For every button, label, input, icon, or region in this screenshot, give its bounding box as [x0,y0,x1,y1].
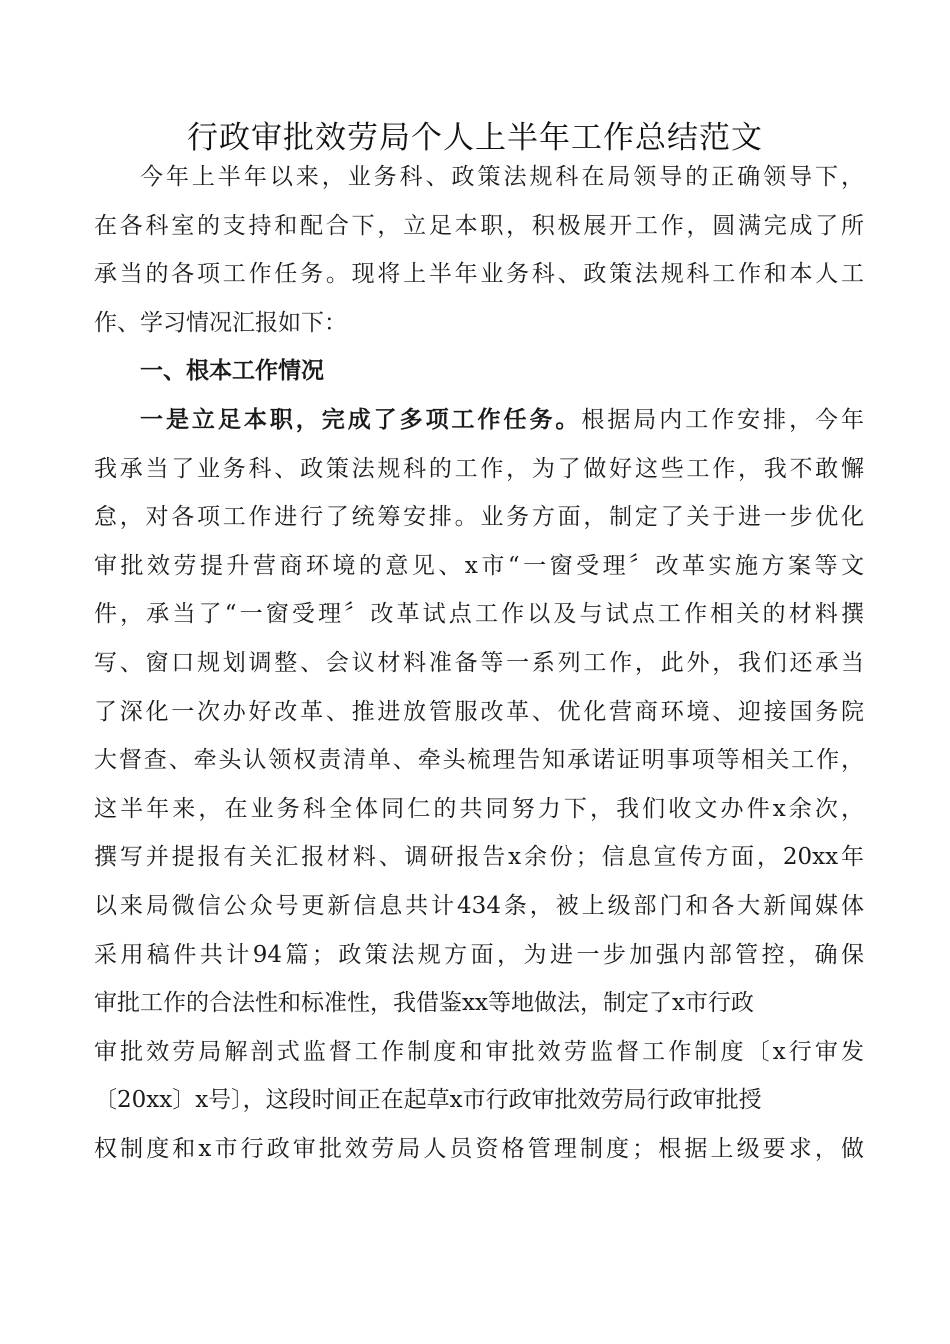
paragraph-text: 根据局内工作安排，今年 [581,406,865,433]
paragraph-line: 审批效劳提升营商环境的意见、x市“一窗受理〞改革实施方案等文 [94,552,864,579]
intro-line: 今年上半年以来，业务科、政策法规科在局领导的正确领导下， [140,164,864,190]
paragraph-line: 写、窗口规划调整、会议材料准备等一系列工作，此外，我们还承当 [94,649,864,676]
paragraph-line: 〔20xx〕x号〕，这段时间正在起草x市行政审批效劳局行政审批授 [94,1087,762,1114]
paragraph-line: 撰写并提报有关汇报材料、调研报告x余份；信息宣传方面，20xx年 [94,844,864,871]
intro-line: 承当的各项工作任务。现将上半年业务科、政策法规科工作和本人工 [94,261,864,288]
paragraph-line: 审批工作的合法性和标准性，我借鉴xx等地做法，制定了x市行政 [94,990,754,1017]
section-heading: 一、根本工作情况 [140,358,324,385]
intro-line: 在各科室的支持和配合下，立足本职，积极展开工作，圆满完成了所 [94,212,864,239]
paragraph-line: 审批效劳局解剖式监督工作制度和审批效劳监督工作制度〔x行审发 [94,1038,864,1065]
paragraph-line: 怠，对各项工作进行了统筹安排。业务方面，制定了关于进一步优化 [94,504,864,531]
paragraph-line [94,396,864,445]
paragraph-line: 了深化一次办好改革、推进放管服改革、优化营商环境、迎接国务院 [94,698,864,725]
paragraph-line: 我承当了业务科、政策法规科的工作，为了做好这些工作，我不敢懈 [94,455,864,482]
paragraph-line: 件，承当了“一窗受理〞改革试点工作以及与试点工作相关的材料撰 [94,601,864,628]
paragraph-lead: 一是立足本职，完成了多项工作任务。 [140,406,582,433]
paragraph-line: 权制度和x市行政审批效劳局人员资格管理制度；根据上级要求，做 [94,1135,864,1162]
intro-line: 作、学习情况汇报如下： [94,309,347,336]
document-body [94,153,864,1173]
paragraph-line: 这半年来，在业务科全体同仁的共同努力下，我们收文办件x余次， [94,795,864,822]
document-title: 行政审批效劳局个人上半年工作总结范文 [187,120,763,156]
paragraph-line: 以来局微信公众号更新信息共计434条，被上级部门和各大新闻媒体 [94,892,864,919]
paragraph-line: 采用稿件共计94篇；政策法规方面，为进一步加强内部管控，确保 [94,941,864,968]
paragraph-line: 大督查、牵头认领权责清单、牵头梳理告知承诺证明事项等相关工作， [94,747,864,774]
